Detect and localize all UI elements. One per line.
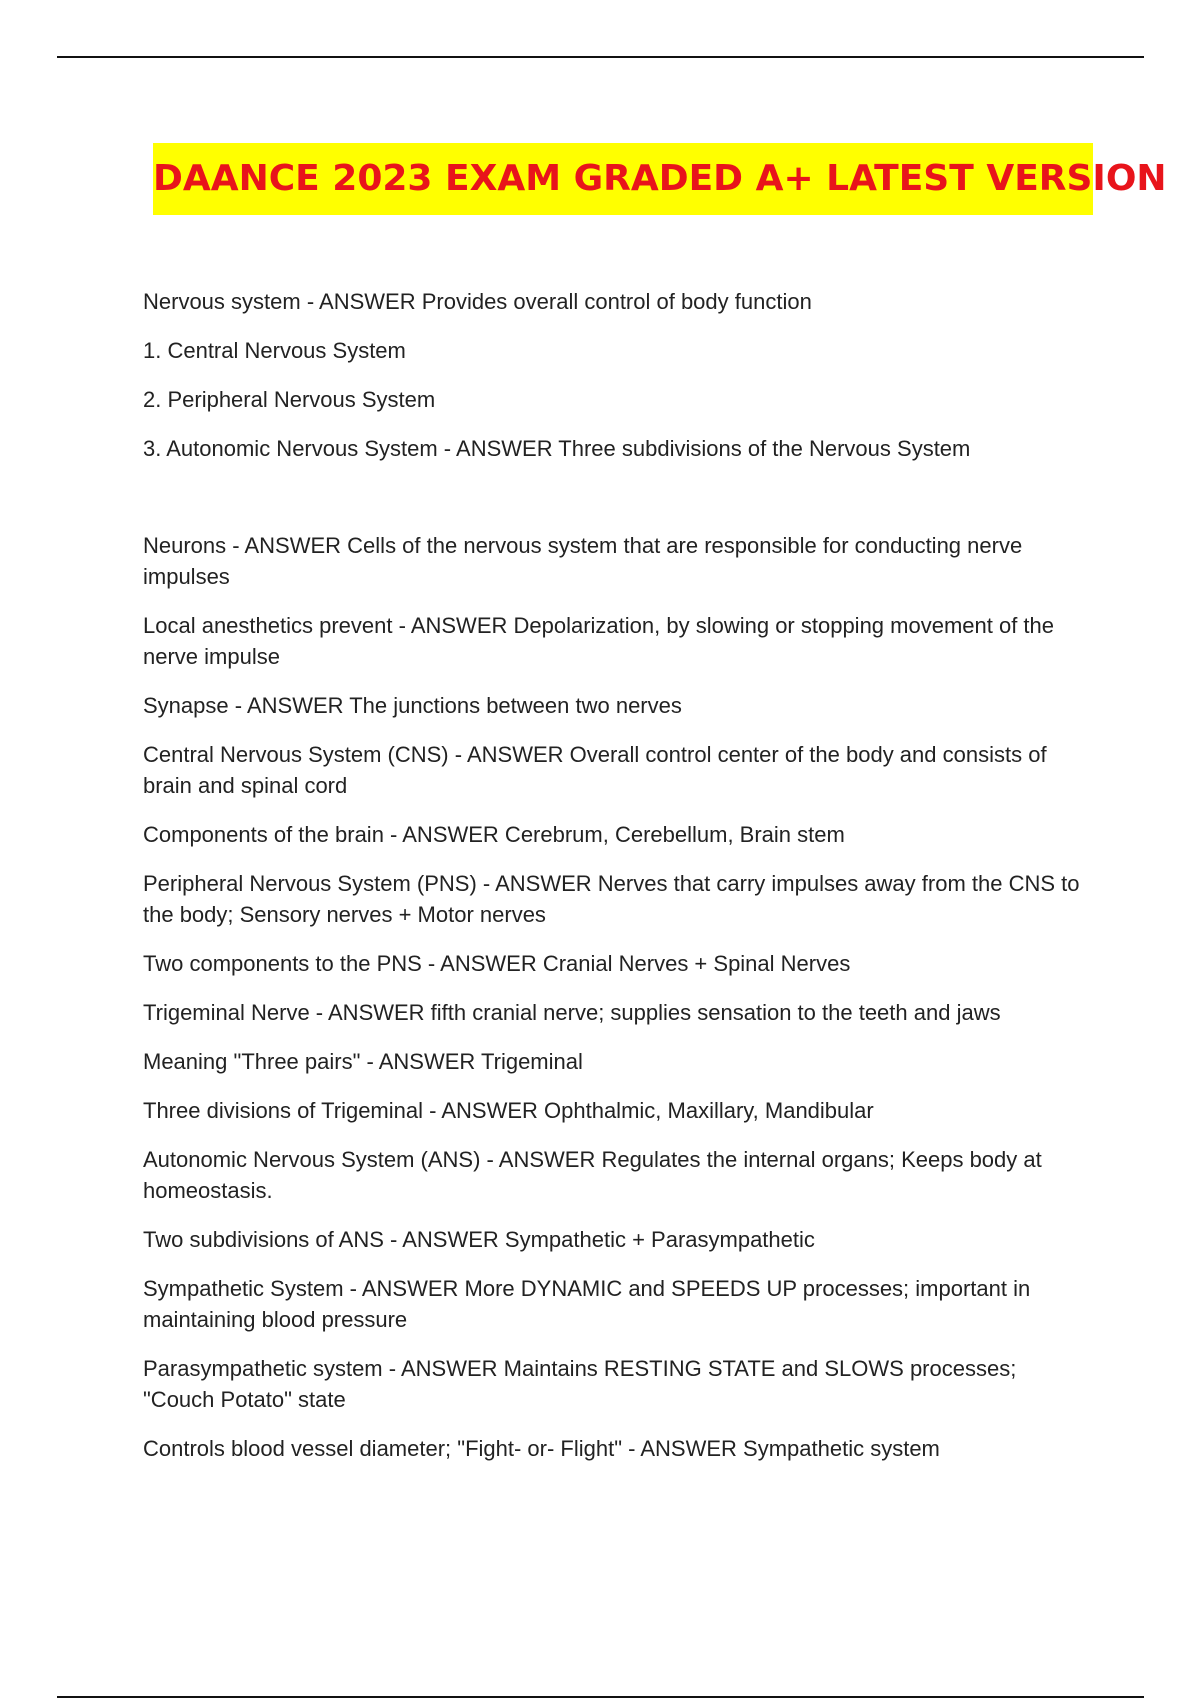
- qa-entry: Autonomic Nervous System (ANS) - ANSWER Regulates the internal organs; Keeps body at homeostasis.: [143, 1147, 1042, 1203]
- qa-entry: Meaning "Three pairs" - ANSWER Trigeminal: [143, 1049, 583, 1074]
- qa-entry: Two subdivisions of ANS - ANSWER Sympathetic + Parasympathetic: [143, 1227, 815, 1252]
- qa-entry: Controls blood vessel diameter; "Fight- or- Flight" - ANSWER Sympathetic system: [143, 1436, 940, 1461]
- qa-entry: Neurons - ANSWER Cells of the nervous system that are responsible for conducting nerve impulses: [143, 533, 1023, 589]
- top-rule: [57, 56, 1144, 58]
- qa-entry: Three divisions of Trigeminal - ANSWER Ophthalmic, Maxillary, Mandibular: [143, 1098, 874, 1123]
- qa-entry: 3. Autonomic Nervous System - ANSWER Three subdivisions of the Nervous System: [143, 436, 971, 461]
- qa-entry: Peripheral Nervous System (PNS) - ANSWER Nerves that carry impulses away from the CNS to the body; Sensory nerves + Motor nerves: [143, 871, 1080, 927]
- qa-entry: Nervous system - ANSWER Provides overall control of body function: [143, 289, 812, 314]
- qa-entry: Components of the brain - ANSWER Cerebrum, Cerebellum, Brain stem: [143, 822, 845, 847]
- qa-entry: Sympathetic System - ANSWER More DYNAMIC and SPEEDS UP processes; important in maintaining blood pressure: [143, 1276, 1031, 1332]
- qa-entry: Two components to the PNS - ANSWER Cranial Nerves + Spinal Nerves: [143, 951, 851, 976]
- qa-entry: Parasympathetic system - ANSWER Maintains RESTING STATE and SLOWS processes; "Couch Potato" state: [143, 1356, 1017, 1412]
- qa-entry: Local anesthetics prevent - ANSWER Depolarization, by slowing or stopping movement of the nerve impulse: [143, 613, 1055, 669]
- document-title: DAANCE 2023 EXAM GRADED A+ LATEST VERSION: [153, 158, 1167, 199]
- qa-entry: 1. Central Nervous System: [143, 338, 406, 363]
- qa-entry: Central Nervous System (CNS) - ANSWER Overall control center of the body and consists of brain and spinal cord: [143, 742, 1047, 798]
- bottom-rule: [57, 1696, 1144, 1698]
- qa-list: [143, 286, 1093, 1482]
- qa-entry: 2. Peripheral Nervous System: [143, 387, 436, 412]
- qa-entry: Trigeminal Nerve - ANSWER fifth cranial nerve; supplies sensation to the teeth and jaws: [143, 1000, 1001, 1025]
- qa-entry: Synapse - ANSWER The junctions between two nerves: [143, 693, 682, 718]
